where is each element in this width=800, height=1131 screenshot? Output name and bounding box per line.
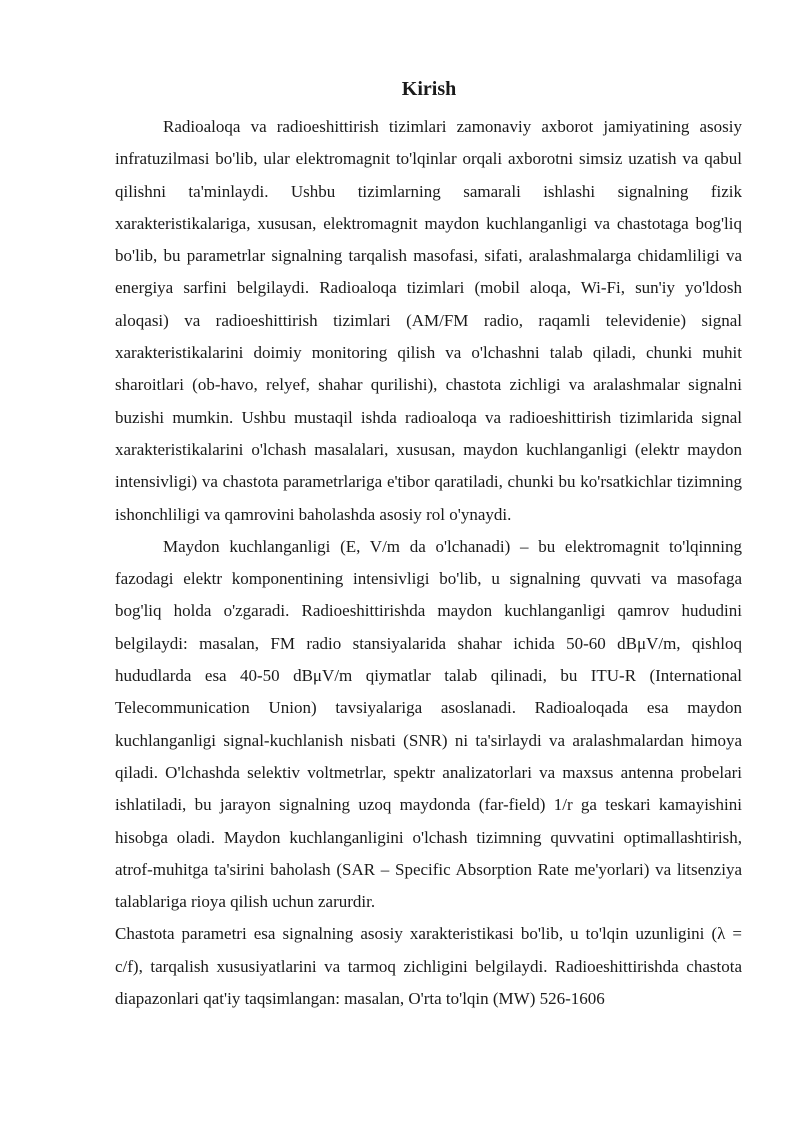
paragraph-field-strength: Maydon kuchlanganligi (E, V/m da o'lchanadi) – bu elektromagnit to'lqinning fazodagi elektr komponentining intensivligi bo'lib, u signalning quvvati va masofaga bog'liq holda o'zgaradi. Radioeshittirishda maydon kuchlanganligi qamrov hududini belgilaydi: masalan, FM radio stansiyalarida shahar ichida 50-60 dBμV/m, qishloq hududlarda esa 40-50 dBμV/m qiymatlar talab qilinadi, bu ITU-R (International Telecommunication Union) tavsiyalariga asoslanadi. Radioaloqada esa maydon kuchlanganligi signal-kuchlanish nisbati (SNR) ni ta'sirlaydi va aralashmalardan himoya qiladi. O'lchashda selektiv voltmetrlar, spektr analizatorlari va maxsus antenna probelari ishlatiladi, bu jarayon signalning uzoq maydonda (far-field) 1/r ga teskari kamayishini hisobga oladi. Maydon kuchlanganligini o'lchash tizimning quvvatini optimallashtirish, atrof-muhitga ta'sirini baholash (SAR – Specific Absorption Rate me'yorlari) va litsenziya talablariga rioya qilish uchun zarurdir. — [115, 536, 742, 912]
page-title: Kirish — [401, 78, 457, 100]
body-text — [115, 111, 742, 1015]
paragraph-frequency: Chastota parametri esa signalning asosiy xarakteristikasi bo'lib, u to'lqin uzunligini (λ = c/f), tarqalish xususiyatlarini va tarmoq zichligini belgilaydi. Radioeshittirishda chastota diapazonlari qat'iy taqsimlangan: masalan, O'rta to'lqin (MW) 526-1606 — [115, 924, 742, 1009]
paragraph-intro: Radioaloqa va radioeshittirish tizimlari zamonaviy axborot jamiyatining asosiy infratuzilmasi bo'lib, ular elektromagnit to'lqinlar orqali axborotni simsiz uzatish va qabul qilishni ta'minlaydi. Ushbu tizimlarning samarali ishlashi signalning fizik xarakteristikalariga, xususan, elektromagnit maydon kuchlanganligi va chastotaga bog'liq bo'lib, bu parametrlar signalning tarqalish masofasi, sifati, aralashmalarga chidamliligi va energiya sarfini belgilaydi. Radioaloqa tizimlari (mobil aloqa, Wi-Fi, sun'iy yo'ldosh aloqasi) va radioeshittirish tizimlari (AM/FM radio, raqamli televidenie) signal xarakteristikalarini doimiy monitoring qilish va o'lchashni talab qiladi, chunki muhit sharoitlari (ob-havo, relyef, shahar qurilishi), chastota zichligi va aralashmalar signalni buzishi mumkin. Ushbu mustaqil ishda radioaloqa va radioeshittirish tizimlarida signal xarakteristikalarini o'lchash masalalari, xususan, maydon kuchlanganligi (elektr maydon intensivligi) va chastota parametrlariga e'tibor qaratiladi, chunki bu ko'rsatkichlar tizimning ishonchliligi va qamrovini baholashda asosiy rol o'ynaydi. — [115, 117, 742, 524]
